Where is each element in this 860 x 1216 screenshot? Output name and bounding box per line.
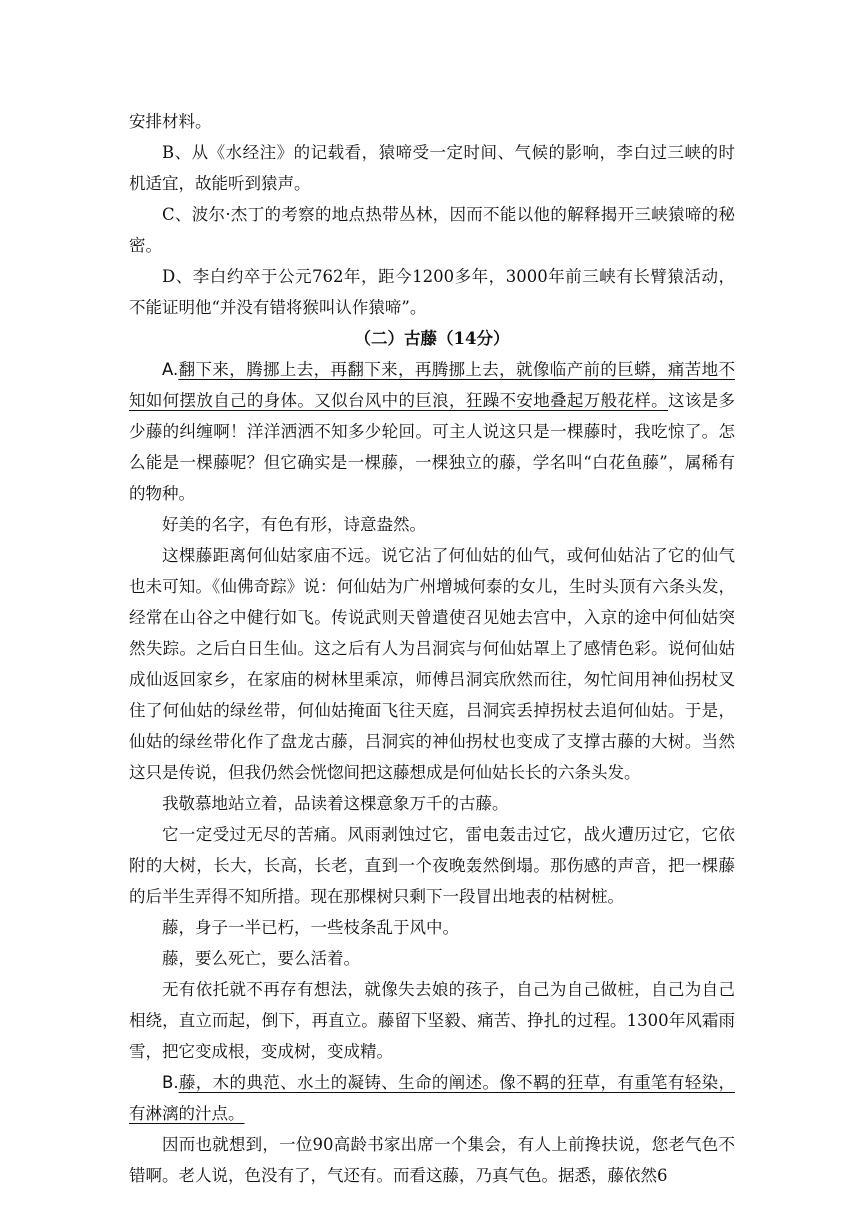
paragraph-1 [129,354,735,509]
paragraph-2: 好美的名字，有色有形，诗意盎然。 [162,515,426,534]
underlined-passage-a: 翻下来，腾挪上去，再翻下来，再腾挪上去，就像临产前的巨蟒，痛苦地不知如何摆放自己的身体。又似台风中的巨浪，狂躁不安地叠起万般花样。 [129,360,735,410]
paragraph-9-label: B. [162,1073,179,1092]
paragraph-continuation: 安排材料。 [129,112,212,131]
document-body [129,106,735,1191]
option-c: C、波尔·杰丁的考察的地点热带丛林，因而不能以他的解释揭开三峡猿啼的秘密。 [129,205,735,255]
paragraph-1-label: A. [162,360,179,379]
paragraph-7: 藤，要么死亡，要么活着。 [162,949,360,968]
paragraph-4: 我敬慕地站立着，品读着这棵意象万千的古藤。 [162,794,509,813]
paragraph-9 [129,1067,735,1129]
paragraph-5: 它一定受过无尽的苦痛。风雨剥蚀过它，雷电轰击过它，战火遭历过它，它依附的大树，长大，长高，长老，直到一个夜晚轰然倒塌。那伤感的声音，把一棵藤的后半生弄得不知所措。现在那棵树只剩下一段冒出地表的枯树桩。 [129,825,735,906]
option-b: B、从《水经注》的记载看，猿啼受一定时间、气候的影响，李白过三峡的时机适宜，故能听到猿声。 [129,143,735,193]
paragraph-10: 因而也就想到，一位90高龄书家出席一个集会，有人上前搀扶说，您老气色不错啊。老人说，色没有了，气还有。而看这藤，乃真气色。据悉，藤依然6 [129,1135,735,1185]
paragraph-3: 这棵藤距离何仙姑家庙不远。说它沾了何仙姑的仙气，或何仙姑沾了它的仙气也未可知。《仙佛奇踪》说：何仙姑为广州增城何泰的女儿，生时头顶有六条头发，经常在山谷之中健行如飞。传说武则天曾遣使召见她去宫中，入京的途中何仙姑突然失踪。之后白日生仙。这之后有人为吕洞宾与何仙姑罩上了感情色彩。说何仙姑成仙返回家乡，在家庙的树林里乘凉，师傅吕洞宾欣然而往，匆忙间用神仙拐杖叉住了何仙姑的绿丝带，何仙姑掩面飞往天庭，吕洞宾丢掉拐杖去追何仙姑。于是，仙姑的绿丝带化作了盘龙古藤，吕洞宾的神仙拐杖也变成了支撑古藤的大树。当然这只是传说，但我仍然会恍惚间把这藤想成是何仙姑长长的六条头发。 [129,546,735,782]
option-d: D、李白约卒于公元762年，距今1200多年，3000年前三峡有长臂猿活动，不能证明他“并没有错将猴叫认作猿啼”。 [129,267,735,317]
section-title: （二）古藤（14分） [354,329,510,348]
paragraph-1-rest: 这该是多少藤的纠缠啊！洋洋洒洒不知多少轮回。可主人说这只是一棵藤时，我吃惊了。怎么能是一棵藤呢？但它确实是一棵藤，一棵独立的藤，学名叫“白花鱼藤”，属稀有的物种。 [129,391,736,503]
underlined-passage-b: 藤，木的典范、水土的凝铸、生命的阐述。像不羁的狂草，有重笔有轻染，有淋漓的汁点。 [129,1073,735,1123]
paragraph-8: 无有依托就不再存有想法，就像失去娘的孩子，自己为自己做桩，自己为自己相绕，直立而起，倒下，再直立。藤留下坚毅、痛苦、挣扎的过程。1300年风霜雨雪，把它变成根，变成树，变成精。 [129,980,735,1061]
paragraph-6: 藤，身子一半已朽，一些枝条乱于风中。 [162,918,459,937]
